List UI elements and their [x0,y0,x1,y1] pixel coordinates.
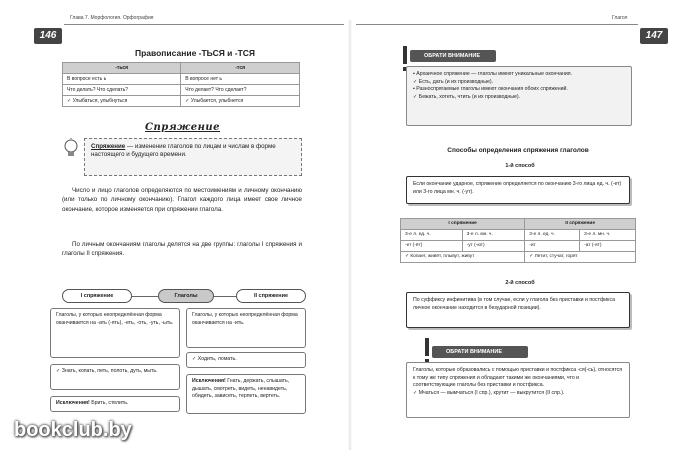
table-cell: В вопросе нет ь [181,74,300,85]
conj1-exceptions-box [50,396,180,412]
topic-title: Правописание -ТЬСЯ и -ТСЯ [134,48,256,58]
watermark-logo: bookclub.by [14,419,132,441]
definition-text: — изменение глаголов по лицам и числам в форме настоящего и будущего времени. [91,143,276,159]
attention-label: ОБРАТИ ВНИМАНИЕ [432,346,528,358]
paragraph: По личным окончаниям глаголы делятся на две группы: глаголы I спряжения и глаголы II спряжения. [62,241,302,258]
exceptions-label: Исключения! [192,378,226,384]
table-cell: Что делать? Что сделать? [63,85,181,96]
conj2-exceptions-box [186,374,306,414]
header-rule [64,24,344,25]
list-item: ▪ Архаичное спряжение — глаголы имеют уникальные окончания. [413,71,625,79]
table-cell: 3-е л. ед. ч. [401,230,463,241]
list-item: ▪ Разноспрягаемые глаголы имеют окончания обоих спряжений. [413,86,625,94]
table-cell: 3-е л. ед. ч. [525,230,580,241]
page-number: 147 [640,28,668,44]
definition-box [84,138,302,176]
header-rule [356,24,638,25]
exclamation-icon [422,338,432,364]
table-cell: 3-е л. мн. ч. [462,230,525,241]
table-cell: 3-е л. мн. ч. [580,230,636,241]
endings-table [400,218,636,263]
page-number: 146 [34,28,62,44]
lightbulb-icon [62,138,80,160]
conj1-example-box: ✓ Знать, копать, петь, полоть, дуть, мыть. [50,364,180,390]
table-cell: -ет (-ёт) [401,241,463,252]
conjugation-2-heading: II спряжение [236,289,306,303]
table-cell: ✓ Улыбается, улыбнется [181,96,300,107]
table-cell: В вопросе есть ь [63,74,181,85]
attention-label: ОБРАТИ ВНИМАНИЕ [410,50,496,62]
table-cell: -ит [525,241,580,252]
verbs-center-node: Глаголы [158,289,214,303]
definition-term: Спряжение [91,143,126,150]
table-header: I спряжение [401,219,525,230]
rule-1-box: Если окончание ударное, спряжение определяется по окончанию 3-го лица ед. ч. (-ет) или 3-го лица мн. ч. (-ут). [406,176,630,204]
table-cell: -ут (-ют) [462,241,525,252]
conj2-example-box: ✓ Ходить, ломать. [186,352,306,368]
method-1-title: 1-й способ [505,163,535,169]
attention-box [406,66,632,126]
attention-box [406,362,630,418]
exceptions-text: Гнать, держать, слышать, дышать, смотреть, видеть, ненавидеть, обидеть, зависеть, терпеть, вертеть. [192,378,290,400]
table-cell: ✓ Летит, стучат, горят [525,252,636,263]
tsya-table [62,62,300,107]
rule-2-box: По суффиксу инфинитива (в том случае, если у глагола без приставки и постфикса личное окончание находится в безударной позиции). [406,292,630,328]
section-title: Спряжение [145,122,221,133]
running-head: Глава 7. Морфология. Орфография [70,15,154,21]
note-example: ✓ Мчаться — вымчаться (I спр.), крутит — выкрутится (II спр.). [413,389,565,396]
note-text: Глаголы, которые образовались с помощью приставки и постфикса -ся(-сь), относятся к тому же типу спряжения и обладают такими же окончаниями, что и соответствующие глаголы без приставки и постфикса. [413,367,623,389]
conj1-rule-box: Глаголы, у которых неопределённая форма оканчивается на -ать (-ять), -еть, -оть, -уть, -ыть. [50,308,180,358]
list-item: ✓ Есть, дать (и их производные). [413,78,494,85]
method-2-title: 2-й способ [505,280,535,286]
list-item: ✓ Бежать, хотеть, чтить (и их производные). [413,93,521,100]
table-cell: ✓ Копает, живёт, плывут, живут [401,252,525,263]
conj2-rule-box: Глаголы, у которых неопределённая форма оканчивается на -ить. [186,308,306,348]
right-page [350,0,700,462]
table-header: II спряжение [525,219,636,230]
table-header: -тся [181,63,300,74]
table-header: -ться [63,63,181,74]
table-cell: ✓ Улыбаться, улыбнуться [63,96,181,107]
exceptions-label: Исключения! [56,400,90,406]
methods-title: Способы определения спряжения глаголов [447,147,589,154]
table-cell: Что делает? Что сделает? [181,85,300,96]
conjugation-1-heading: I спряжение [62,289,132,303]
exceptions-text: Брить, стелить. [89,400,129,406]
table-cell: -ат (-ят) [580,241,636,252]
running-head: Глагол [612,15,628,21]
paragraph: Число и лицо глаголов определяются по местоимениям и личному окончанию (или только по личному окончанию). Глагол каждого лица имеет свое личное окончание, которое изменяется при спряжении глагола. [62,187,302,213]
